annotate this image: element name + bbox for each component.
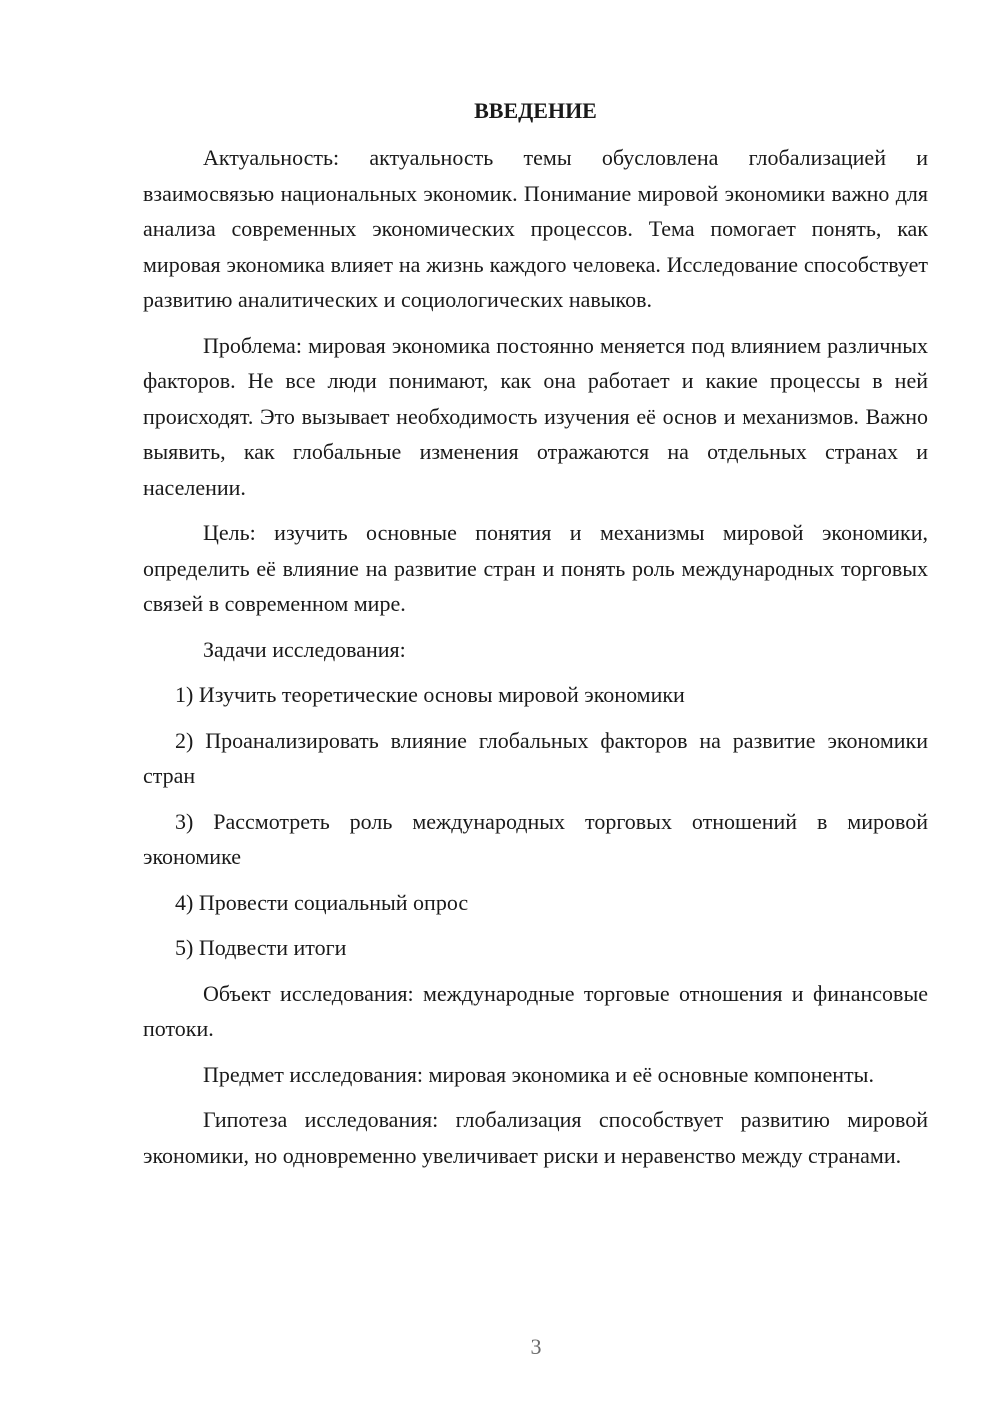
document-page bbox=[143, 94, 928, 1183]
paragraph-relevance: Актуальность: актуальность темы обусловлена глобализацией и взаимосвязью национальных экономик. Понимание мировой экономики важно для анализа современных экономических процессов. Тема помогает понять, как мировая экономика влияет на жизнь каждого человека. Исследование способствует развитию аналитических и социологических навыков. bbox=[143, 145, 928, 312]
task-item: 4) Провести социальный опрос bbox=[175, 889, 469, 915]
task-item: 1) Изучить теоретические основы мировой экономики bbox=[175, 682, 685, 707]
task-item: 2) Проанализировать влияние глобальных факторов на развитие экономики стран bbox=[143, 727, 928, 788]
paragraph-problem: Проблема: мировая экономика постоянно меняется под влиянием различных факторов. Не все люди понимают, как она работает и какие процессы в ней происходят. Это вызывает необходимость изучения её основ и механизмов. Важно выявить, как глобальные изменения отражаются на отдельных странах и населении. bbox=[143, 332, 928, 500]
paragraph-object: Объект исследования: международные торговые отношения и финансовые потоки. bbox=[143, 980, 928, 1041]
paragraph-goal: Цель: изучить основные понятия и механизмы мировой экономики, определить её влияние на развитие стран и понять роль международных торговых связей в современном мире. bbox=[143, 520, 928, 616]
task-item: 3) Рассмотреть роль международных торговых отношений в мировой экономике bbox=[143, 808, 928, 869]
page-number: 3 bbox=[530, 1334, 542, 1359]
tasks-list bbox=[143, 677, 928, 966]
paragraph-subject: Предмет исследования: мировая экономика и её основные компоненты. bbox=[203, 1061, 874, 1087]
task-item: 5) Подвести итоги bbox=[175, 935, 347, 960]
paragraph-hypothesis: Гипотеза исследования: глобализация способствует развитию мировой экономики, но одновременно увеличивает риски и неравенство между странами. bbox=[143, 1107, 928, 1168]
section-heading: ВВЕДЕНИЕ bbox=[474, 98, 597, 123]
tasks-title: Задачи исследования: bbox=[203, 636, 406, 662]
